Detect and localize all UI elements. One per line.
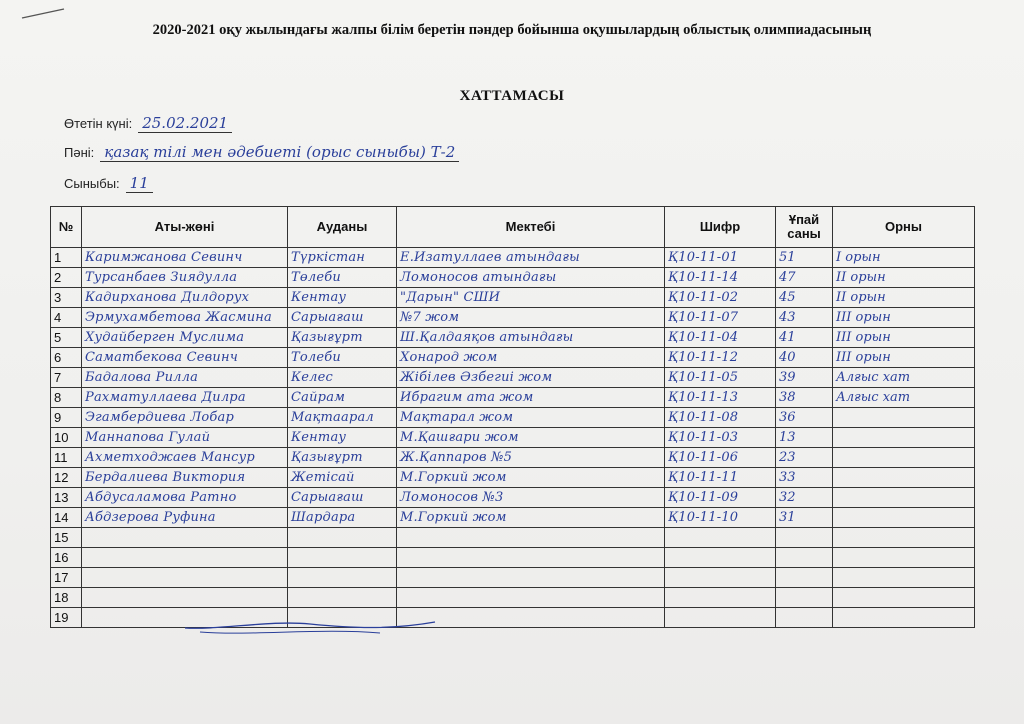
- cell-name: Эрмухамбетова Жасмина: [82, 308, 288, 328]
- cell-name: Эгамбердиева Лобар: [82, 408, 288, 428]
- cell-score: 33: [776, 468, 833, 488]
- cell-district: [288, 548, 397, 568]
- cell-score: 23: [776, 448, 833, 468]
- cell-school: [397, 548, 665, 568]
- cell-name: Каримжанова Севинч: [82, 248, 288, 268]
- table-row: [51, 528, 975, 548]
- header-district: Ауданы: [288, 207, 397, 248]
- cell-place: [833, 528, 975, 548]
- cell-code: Қ10-11-13: [665, 388, 776, 408]
- cell-district: Кентау: [288, 428, 397, 448]
- cell-score: 41: [776, 328, 833, 348]
- cell-number: 18: [51, 588, 82, 608]
- cell-score: [776, 548, 833, 568]
- cell-school: Ш.Қалдаяқов атындағы: [397, 328, 665, 348]
- cell-code: Қ10-11-03: [665, 428, 776, 448]
- header-code: Шифр: [665, 207, 776, 248]
- table-row: [51, 468, 975, 488]
- cell-name: Бадалова Рилла: [82, 368, 288, 388]
- results-table: [50, 206, 975, 628]
- grade-field: [64, 174, 153, 192]
- cell-code: Қ10-11-05: [665, 368, 776, 388]
- cell-score: [776, 608, 833, 628]
- cell-code: Қ10-11-07: [665, 308, 776, 328]
- table-row: [51, 548, 975, 568]
- cell-code: Қ10-11-09: [665, 488, 776, 508]
- date-label: Өтетін күні:: [64, 116, 133, 131]
- document-heading: ХАТТАМАСЫ: [459, 88, 565, 104]
- cell-school: Хонарод жом: [397, 348, 665, 368]
- cell-name: [82, 548, 288, 568]
- cell-district: Түркістан: [288, 248, 397, 268]
- cell-score: 36: [776, 408, 833, 428]
- cell-code: Қ10-11-08: [665, 408, 776, 428]
- table-row: [51, 368, 975, 388]
- table-row: [51, 248, 975, 268]
- cell-name: Худайберген Муслима: [82, 328, 288, 348]
- cell-place: III орын: [833, 328, 975, 348]
- cell-code: [665, 528, 776, 548]
- cell-place: III орын: [833, 308, 975, 328]
- cell-place: [833, 568, 975, 588]
- cell-number: 12: [51, 468, 82, 488]
- date-field: [64, 114, 232, 132]
- cell-school: Мақтарал жом: [397, 408, 665, 428]
- cell-school: Ломоносов №3: [397, 488, 665, 508]
- cell-district: [288, 568, 397, 588]
- cell-code: Қ10-11-12: [665, 348, 776, 368]
- cell-score: [776, 528, 833, 548]
- cell-place: Алғыс хат: [833, 388, 975, 408]
- subject-field: [64, 143, 459, 161]
- pen-stroke-mark: [20, 6, 68, 20]
- cell-school: Е.Изатуллаев атындағы: [397, 248, 665, 268]
- cell-number: 10: [51, 428, 82, 448]
- cell-district: Сайрам: [288, 388, 397, 408]
- cell-number: 4: [51, 308, 82, 328]
- cell-score: 43: [776, 308, 833, 328]
- table-row: [51, 288, 975, 308]
- cell-score: 45: [776, 288, 833, 308]
- cell-number: 3: [51, 288, 82, 308]
- table-row: [51, 268, 975, 288]
- cell-district: Шардара: [288, 508, 397, 528]
- cell-school: М.Горкий жом: [397, 468, 665, 488]
- cell-district: Қазығұрт: [288, 328, 397, 348]
- cell-number: 9: [51, 408, 82, 428]
- cell-score: 51: [776, 248, 833, 268]
- cell-number: 6: [51, 348, 82, 368]
- cell-place: [833, 608, 975, 628]
- document-title: 2020-2021 оқу жылындағы жалпы білім беретін пәндер бойынша оқушылардың облыстық олимпиадасының: [152, 22, 872, 38]
- cell-name: Абдзерова Руфина: [82, 508, 288, 528]
- cell-name: Ахметходжаев Мансур: [82, 448, 288, 468]
- cell-district: Төлеби: [288, 268, 397, 288]
- cell-number: 19: [51, 608, 82, 628]
- cell-name: Рахматуллаева Дилра: [82, 388, 288, 408]
- cell-place: II орын: [833, 288, 975, 308]
- table-row: [51, 308, 975, 328]
- table-row: [51, 568, 975, 588]
- cell-district: [288, 528, 397, 548]
- cell-name: Кадирханова Дилдорух: [82, 288, 288, 308]
- cell-number: 5: [51, 328, 82, 348]
- cell-name: Турсанбаев Зиядулла: [82, 268, 288, 288]
- cell-district: Келес: [288, 368, 397, 388]
- cell-score: [776, 588, 833, 608]
- cell-school: "Дарын" СШИ: [397, 288, 665, 308]
- grade-value: 11: [126, 174, 153, 193]
- cell-code: Қ10-11-06: [665, 448, 776, 468]
- cell-code: Қ10-11-02: [665, 288, 776, 308]
- cell-code: [665, 608, 776, 628]
- table-row: [51, 408, 975, 428]
- table-row: [51, 328, 975, 348]
- cell-score: 13: [776, 428, 833, 448]
- table-row: [51, 388, 975, 408]
- cell-school: М.Горкий жом: [397, 508, 665, 528]
- cell-code: [665, 588, 776, 608]
- cell-district: Қазығұрт: [288, 448, 397, 468]
- cell-name: Абдусаламова Ратно: [82, 488, 288, 508]
- cell-name: Маннапова Гулай: [82, 428, 288, 448]
- cell-place: [833, 428, 975, 448]
- cell-place: [833, 588, 975, 608]
- signature-scribble: [180, 600, 440, 640]
- cell-district: Толеби: [288, 348, 397, 368]
- cell-place: Алғыс хат: [833, 368, 975, 388]
- cell-number: 7: [51, 368, 82, 388]
- cell-code: Қ10-11-11: [665, 468, 776, 488]
- cell-school: [397, 528, 665, 548]
- cell-code: Қ10-11-01: [665, 248, 776, 268]
- cell-school: №7 жом: [397, 308, 665, 328]
- cell-place: II орын: [833, 268, 975, 288]
- header-name: Аты-жөні: [82, 207, 288, 248]
- cell-code: [665, 568, 776, 588]
- subject-value: қазақ тілі мен әдебиеті (орыс сыныбы) Т-2: [100, 143, 459, 162]
- cell-district: Мақтаарал: [288, 408, 397, 428]
- cell-score: 31: [776, 508, 833, 528]
- cell-place: [833, 468, 975, 488]
- cell-number: 14: [51, 508, 82, 528]
- cell-school: Ибрагим ата жом: [397, 388, 665, 408]
- header-number: №: [51, 207, 82, 248]
- cell-number: 16: [51, 548, 82, 568]
- table-header-row: [51, 207, 975, 248]
- cell-place: I орын: [833, 248, 975, 268]
- cell-place: [833, 548, 975, 568]
- table-row: [51, 348, 975, 368]
- cell-name: [82, 528, 288, 548]
- cell-number: 13: [51, 488, 82, 508]
- cell-name: [82, 568, 288, 588]
- cell-score: 40: [776, 348, 833, 368]
- cell-name: Саматбекова Севинч: [82, 348, 288, 368]
- table-row: [51, 428, 975, 448]
- header-score: Ұпай саны: [776, 207, 833, 248]
- cell-school: М.Қашғари жом: [397, 428, 665, 448]
- cell-code: [665, 548, 776, 568]
- cell-number: 17: [51, 568, 82, 588]
- table-row: [51, 488, 975, 508]
- table-row: [51, 448, 975, 468]
- cell-score: 38: [776, 388, 833, 408]
- cell-name: Бердалиева Виктория: [82, 468, 288, 488]
- table-row: [51, 508, 975, 528]
- cell-school: Жібілев Әзбегиі жом: [397, 368, 665, 388]
- date-value: 25.02.2021: [138, 114, 232, 133]
- cell-code: Қ10-11-10: [665, 508, 776, 528]
- header-place: Орны: [833, 207, 975, 248]
- cell-score: 32: [776, 488, 833, 508]
- cell-place: [833, 408, 975, 428]
- cell-place: [833, 508, 975, 528]
- cell-place: [833, 448, 975, 468]
- cell-number: 1: [51, 248, 82, 268]
- cell-number: 2: [51, 268, 82, 288]
- subject-label: Пәні:: [64, 145, 95, 160]
- cell-place: III орын: [833, 348, 975, 368]
- cell-school: Ж.Қаппаров №5: [397, 448, 665, 468]
- cell-number: 11: [51, 448, 82, 468]
- cell-score: 47: [776, 268, 833, 288]
- cell-school: Ломоносов атындағы: [397, 268, 665, 288]
- cell-district: Кентау: [288, 288, 397, 308]
- cell-school: [397, 568, 665, 588]
- table-body: [51, 248, 975, 628]
- cell-place: [833, 488, 975, 508]
- cell-number: 15: [51, 528, 82, 548]
- cell-district: Жетісай: [288, 468, 397, 488]
- cell-number: 8: [51, 388, 82, 408]
- cell-score: 39: [776, 368, 833, 388]
- cell-code: Қ10-11-14: [665, 268, 776, 288]
- cell-district: Сарыағаш: [288, 308, 397, 328]
- header-school: Мектебі: [397, 207, 665, 248]
- grade-label: Сыныбы:: [64, 176, 120, 191]
- cell-score: [776, 568, 833, 588]
- cell-code: Қ10-11-04: [665, 328, 776, 348]
- cell-district: Сарыағаш: [288, 488, 397, 508]
